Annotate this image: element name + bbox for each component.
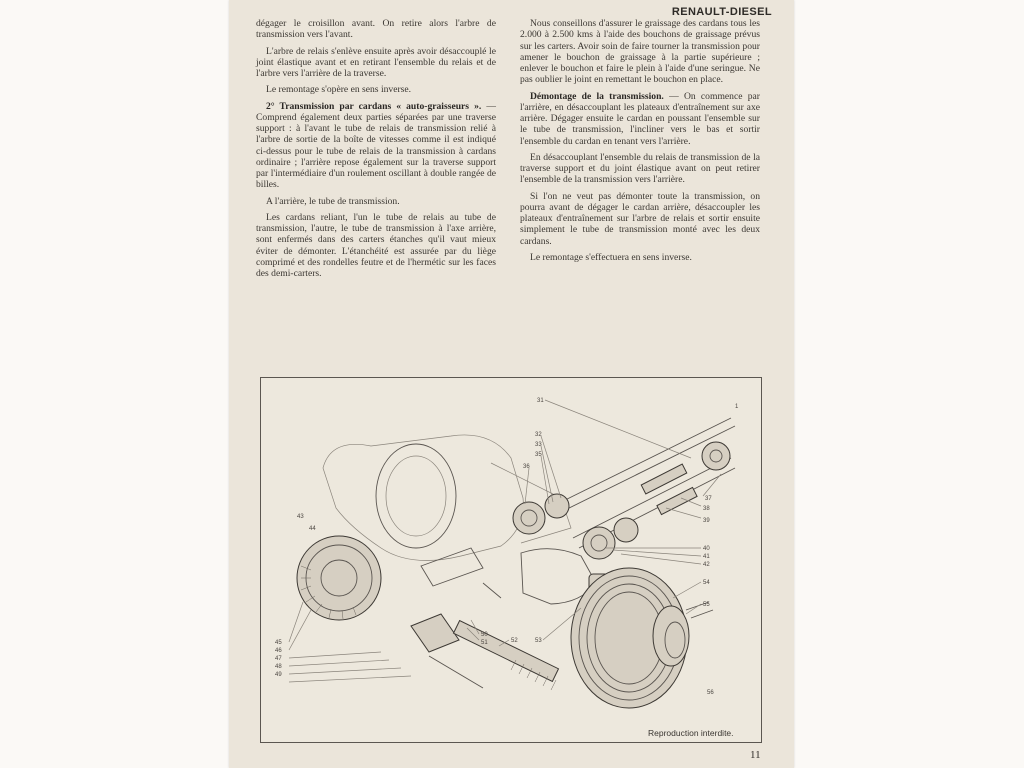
universal-joint-rear xyxy=(583,518,638,559)
callout-label: 1 xyxy=(735,404,739,410)
section-heading: Démontage de la transmission. xyxy=(530,90,664,102)
right-text-column xyxy=(520,18,760,268)
paragraph: A l'arrière, le tube de transmission. xyxy=(266,195,400,207)
callout-label: 36 xyxy=(523,464,530,470)
paragraph xyxy=(256,101,496,191)
callout-label: 55 xyxy=(703,602,710,608)
running-header: RENAULT-DIESEL xyxy=(671,6,772,18)
drive-flange xyxy=(702,442,730,470)
transmission-exploded-drawing xyxy=(261,378,761,742)
callout-label: 38 xyxy=(703,506,710,512)
callout-label: 33 xyxy=(535,442,542,448)
callout-label: 56 xyxy=(707,690,714,696)
callout-label: 40 xyxy=(703,546,710,552)
paragraph: dégager le croisillon avant. On retire alors l'arbre de transmission vers l'avant. xyxy=(256,18,496,41)
callout-label: 37 xyxy=(705,496,712,502)
page-number: 11 xyxy=(750,749,761,761)
callout-label: 53 xyxy=(535,638,542,644)
callout-label: 48 xyxy=(275,664,282,670)
callout-label: 52 xyxy=(511,638,518,644)
paragraph: Les cardans reliant, l'un le tube de relais au tube de transmission, l'autre, le tube de transmission à l'axe arrière, sont enfermés dans des carters étanches qu'il vaut mieux éviter de démonter. L'étanchéité est assurée par du liège comprimé et des rondelles feutre et de l'hermétic sur les faces des demi-carters. xyxy=(256,211,496,279)
callout-label: 42 xyxy=(703,562,710,568)
section-heading: 2° Transmission par cardans « auto-graisseurs ». xyxy=(266,100,482,112)
callout-label: 39 xyxy=(703,518,710,524)
paragraph-text: — Comprend également deux parties séparées par une traverse support : à l'avant le tube de relais de transmission relié à l'arbre de sortie de la boîte de vitesses comme il est indiqué ci-dessus pour le tube de relais de la transmission à cardans ordinaire ; l'arrière repose également sur la traverse support par l'intermédiaire d'un roulement oscillant à double rangée de billes. xyxy=(256,100,496,191)
callout-label: 45 xyxy=(275,640,282,646)
paragraph: Nous conseillons d'assurer le graissage des cardans tous les 2.000 à 2.500 kms à l'aide des bouchons de graissage prévus sur les carters. Avoir soin de faire tourner la transmission pour amener le bouchon de graissage à la partie supérieure ; enlever le bouchon et faire le plein à l'aide d'une seringue. Ne pas oublier le joint en remettant le bouchon en place. xyxy=(520,18,760,86)
pinion-shaft xyxy=(411,548,559,690)
callout-label: 46 xyxy=(275,648,282,654)
brake-drum xyxy=(571,568,713,708)
paragraph xyxy=(520,91,760,147)
document-page xyxy=(229,0,794,768)
paragraph: Le remontage s'effectuera en sens inverse. xyxy=(530,251,692,263)
exploded-view-illustration xyxy=(260,377,762,743)
paragraph: Si l'on ne veut pas démonter toute la transmission, on pourra avant de dégager le cardan arrière, désaccoupler les plateaux d'entraînement sur l'arbre de relais et sortir ensuite simplement le tube de transmission monté avec les deux cardans. xyxy=(520,190,760,247)
callout-label: 32 xyxy=(535,432,542,438)
callout-label: 50 xyxy=(481,632,488,638)
callout-label: 43 xyxy=(297,514,304,520)
paragraph: L'arbre de relais s'enlève ensuite après avoir désaccouplé le joint élastique avant et en retirant l'ensemble du relais et de l'arbre vers l'arrière de la traverse. xyxy=(256,45,496,79)
figure-caption: Reproduction interdite. xyxy=(648,728,734,738)
callout-label: 47 xyxy=(275,656,282,662)
crown-wheel xyxy=(297,536,381,620)
paragraph: En désaccouplant l'ensemble du relais de transmission de la traverse support et du joint élastique avant on peut retirer l'ensemble de la transmission vers l'arrière. xyxy=(520,151,760,186)
paragraph-text: — On commence par l'arrière, en désaccouplant les plateaux d'entraînement sur axe arrière. Dégager ensuite le cardan en poussant l'ensemble sur le tube de transmission, l'incliner vers le bas et sortir l'ensemble du cardan en tenant vers l'arrière. xyxy=(520,90,760,147)
callout-label: 41 xyxy=(703,554,710,560)
callout-label: 54 xyxy=(703,580,710,586)
universal-joint-front xyxy=(513,494,569,534)
callout-label: 31 xyxy=(537,398,544,404)
left-text-column xyxy=(256,18,496,284)
paragraph: Le remontage s'opère en sens inverse. xyxy=(266,84,412,96)
callout-label: 35 xyxy=(535,452,542,458)
callout-label: 44 xyxy=(309,526,316,532)
callout-label: 49 xyxy=(275,672,282,678)
callout-label: 51 xyxy=(481,640,488,646)
transmission-tube xyxy=(553,418,735,548)
